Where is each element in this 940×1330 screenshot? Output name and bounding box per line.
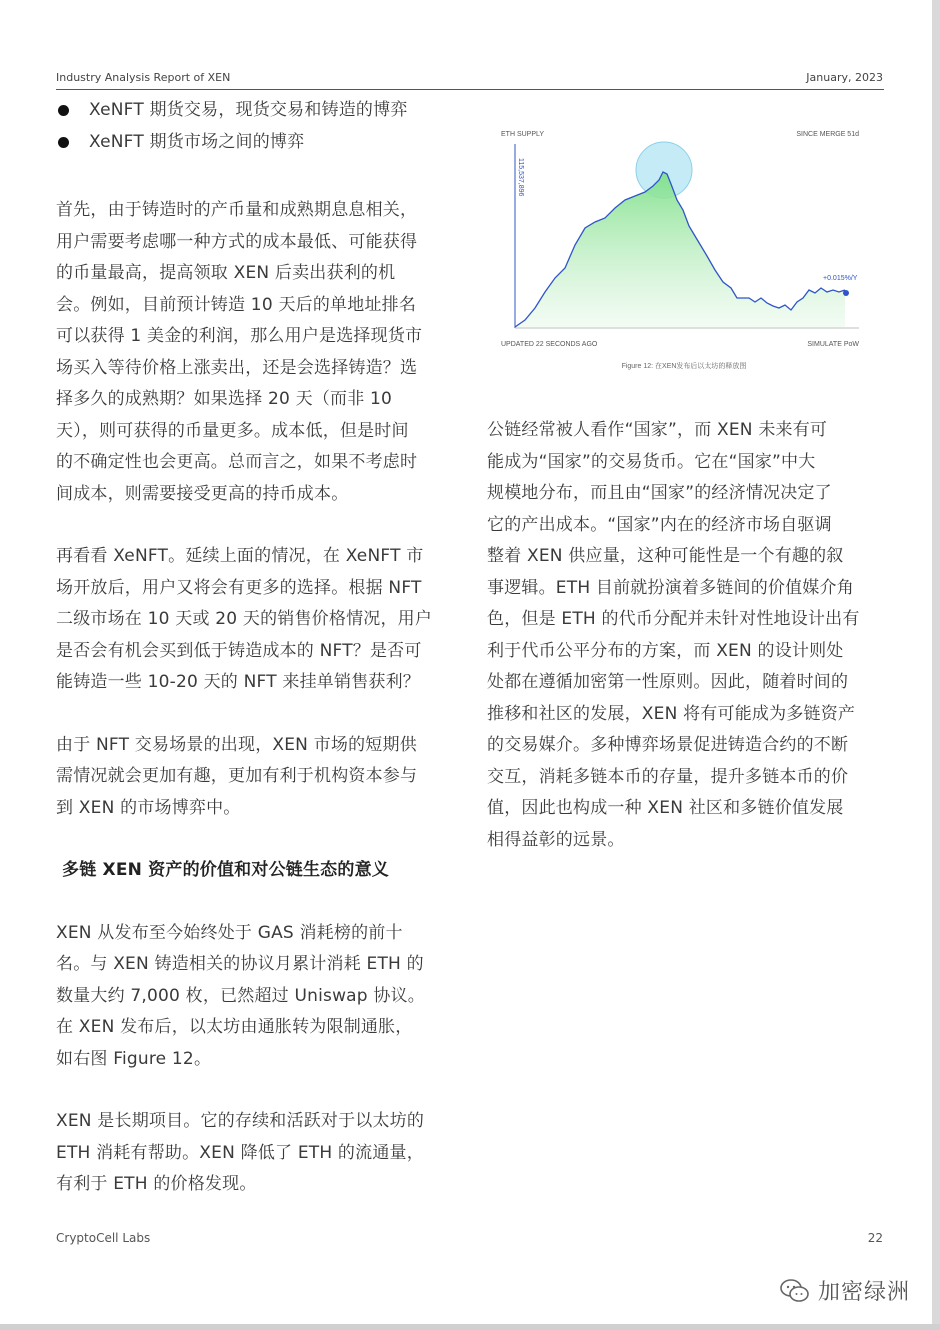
figure-caption: Figure 12: 在XEN发布后以太坊的释放图: [621, 363, 747, 370]
paragraph-long-term: [56, 1106, 456, 1201]
text-line: 能成为“国家”的交易货币。它在“国家”中大: [487, 451, 816, 472]
text-line: 天），则可获得的币量更多。成本低，但是时间: [56, 420, 409, 441]
chart-label-simulate-pow: SIMULATE PoW: [807, 341, 859, 348]
text-line: 如右图 Figure 12。: [56, 1048, 212, 1069]
bullet-dot-icon: [58, 137, 69, 148]
header-divider: [56, 89, 884, 90]
text-line: 在 XEN 发布后，以太坊由通胀转为限制通胀，: [56, 1017, 413, 1037]
text-line: 色，但是 ETH 的代币分配并未针对性地设计出有: [487, 609, 860, 629]
text-line: 可以获得 1 美金的利润，那么用户是选择现货市: [56, 326, 423, 346]
text-line: 是否会有机会买到低于铸造成本的 NFT？是否可: [56, 640, 422, 661]
text-line: 推移和社区的发展，XEN 将有可能成为多链资产: [487, 703, 856, 724]
section-heading: 多链 XEN 资产的价值和对公链生态的意义: [62, 860, 389, 880]
chart-y-value: 115,537,896: [517, 158, 524, 197]
text-line: 有利于 ETH 的价格发现。: [56, 1174, 257, 1194]
text-line: 的不确定性也会更高。总而言之，如果不考虑时: [56, 452, 418, 472]
footer-page-number: 22: [867, 1231, 883, 1245]
bullet-item: [56, 95, 456, 127]
header-date: January, 2023: [806, 71, 883, 84]
text-line: 交互，消耗多链本币的存量，提升多链本币的价: [487, 766, 849, 787]
text-line: 利于代币公平分布的方案，而 XEN 的设计则处: [487, 640, 844, 661]
bullet-dot-icon: [58, 105, 69, 116]
text-line: ETH 消耗有帮助。XEN 降低了 ETH 的流通量，: [56, 1142, 424, 1163]
text-line: 名。与 XEN 铸造相关的协议月累计消耗 ETH 的: [56, 954, 424, 974]
text-line: 间成本，则需要接受更高的持币成本。: [56, 483, 349, 504]
text-line: 数量大约 7,000 枚，已然超过 Uniswap 协议。: [56, 985, 425, 1006]
text-line: 规模地分布，而且由“国家”的经济情况决定了: [487, 483, 832, 503]
text-line: 首先，由于铸造时的产币量和成熟期息息相关，: [56, 200, 418, 220]
text-line: 相得益彰的远景。: [487, 829, 625, 850]
paragraph-minting-cost: [56, 195, 456, 510]
text-line: 值，因此也构成一种 XEN 社区和多链价值发展: [487, 798, 844, 818]
text-line: 需情况就会更加有趣，更加有利于机构资本参与: [56, 766, 418, 786]
paragraph-xenft: [56, 541, 456, 699]
text-line: 能铸造一些 10-20 天的 NFT 来挂单销售获利？: [56, 672, 420, 692]
text-line: 它的产出成本。“国家”内在的经济市场自驱调: [487, 514, 832, 535]
bullet-text: XeNFT 期货交易，现货交易和铸造的博弈: [89, 100, 408, 120]
text-line: 到 XEN 的市场博弈中。: [56, 797, 241, 818]
text-line: 公链经常被人看作“国家”，而 XEN 未来有可: [487, 420, 828, 440]
text-line: XEN 是长期项目。它的存续和活跃对于以太坊的: [56, 1111, 425, 1131]
text-line: 事逻辑。ETH 目前就扮演着多链间的价值媒介角: [487, 577, 854, 598]
paragraph-gas-consumption: [56, 918, 456, 1076]
bullet-list: [56, 95, 456, 159]
text-line: 由于 NFT 交易场景的出现，XEN 市场的短期供: [56, 734, 417, 755]
chart-label-since-merge: SINCE MERGE 51d: [796, 131, 859, 138]
eth-supply-figure: [497, 120, 877, 380]
wechat-watermark: [780, 1275, 910, 1306]
watermark-text: 加密绿洲: [817, 1280, 910, 1305]
paragraph-public-chain-nation: [487, 415, 887, 856]
chart-current-point: [843, 290, 849, 296]
text-line: 处都在遵循加密第一性原则。因此，随着时间的: [487, 672, 849, 692]
text-line: 再看看 XeNFT。延续上面的情况，在 XeNFT 市: [56, 546, 424, 566]
header-report-title: Industry Analysis Report of XEN: [56, 71, 231, 84]
text-line: 二级市场在 10 天或 20 天的销售价格情况，用户: [56, 609, 433, 629]
eth-supply-chart: [497, 120, 877, 380]
chart-label-updated: UPDATED 22 SECONDS AGO: [501, 341, 598, 348]
footer-publisher: CryptoCell Labs: [56, 1231, 151, 1245]
chart-rate-label: +0.015%/Y: [823, 275, 858, 282]
paragraph-nft-market: [56, 730, 456, 825]
text-line: 会。例如，目前预计铸造 10 天后的单地址排名: [56, 294, 417, 315]
page-edge-bottom: [0, 1324, 940, 1330]
page-edge-right: [932, 0, 940, 1330]
bullet-text: XeNFT 期货市场之间的博弈: [89, 132, 305, 152]
chart-label-eth-supply: ETH SUPPLY: [501, 131, 545, 138]
text-line: 的币量最高，提高领取 XEN 后卖出获利的机: [56, 263, 396, 283]
text-line: 的交易媒介。多种博弈场景促进铸造合约的不断: [487, 735, 849, 755]
left-column: [56, 95, 456, 1201]
text-line: XEN 从发布至今始终处于 GAS 消耗榜的前十: [56, 922, 403, 943]
text-line: 择多久的成熟期？如果选择 20 天（而非 10: [56, 389, 393, 409]
text-line: 场开放后，用户又将会有更多的选择。根据 NFT: [56, 577, 422, 598]
text-line: 场买入等待价格上涨卖出，还是会选择铸造？选: [56, 357, 418, 378]
text-line: 用户需要考虑哪一种方式的成本最低、可能获得: [56, 231, 418, 252]
text-line: 整着 XEN 供应量，这种可能性是一个有趣的叙: [487, 546, 844, 566]
right-column: [487, 415, 887, 856]
wechat-icon: [780, 1278, 810, 1304]
bullet-item: [56, 127, 456, 159]
